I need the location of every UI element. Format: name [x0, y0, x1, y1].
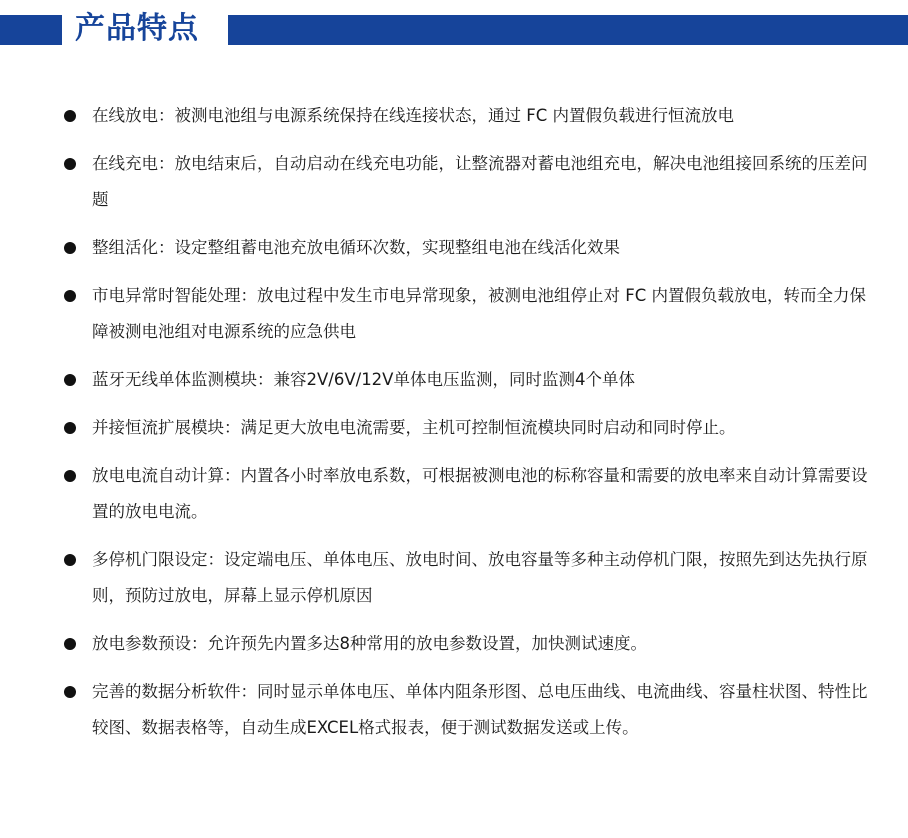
bullet-icon: [64, 554, 76, 566]
feature-item-auto-current-calc: [60, 458, 870, 530]
feature-item-analysis-software: [60, 674, 870, 746]
feature-item-mains-fault-handling: [60, 278, 870, 350]
feature-item-online-charge: [60, 146, 870, 218]
bullet-icon: [64, 158, 76, 170]
feature-item-expansion-module: [60, 410, 870, 446]
feature-item-group-activation: [60, 230, 870, 266]
feature-text: 多停机门限设定：设定端电压、单体电压、放电时间、放电容量等多种主动停机门限，按照先到达先执行原则，预防过放电，屏幕上显示停机原因: [92, 550, 868, 605]
feature-text: 市电异常时智能处理：放电过程中发生市电异常现象，被测电池组停止对 FC 内置假负载放电，转而全力保障被测电池组对电源系统的应急供电: [92, 286, 867, 341]
feature-list: [60, 98, 870, 758]
header-bar-left: [0, 15, 62, 45]
feature-item-stop-thresholds: [60, 542, 870, 614]
section-title: 产品特点: [75, 11, 199, 46]
bullet-icon: [64, 110, 76, 122]
section-header: [0, 11, 908, 46]
bullet-icon: [64, 638, 76, 650]
feature-item-online-discharge: [60, 98, 870, 134]
bullet-icon: [64, 686, 76, 698]
feature-text: 在线放电：被测电池组与电源系统保持在线连接状态，通过 FC 内置假负载进行恒流放电: [92, 106, 735, 125]
feature-text: 并接恒流扩展模块：满足更大放电电流需要，主机可控制恒流模块同时启动和同时停止。: [92, 418, 736, 437]
bullet-icon: [64, 242, 76, 254]
feature-text: 整组活化：设定整组蓄电池充放电循环次数，实现整组电池在线活化效果: [92, 238, 620, 257]
bullet-icon: [64, 374, 76, 386]
feature-item-parameter-presets: [60, 626, 870, 662]
bullet-icon: [64, 290, 76, 302]
feature-item-bluetooth-module: [60, 362, 870, 398]
bullet-icon: [64, 470, 76, 482]
bullet-icon: [64, 422, 76, 434]
feature-text: 完善的数据分析软件：同时显示单体电压、单体内阻条形图、总电压曲线、电流曲线、容量柱状图、特性比较图、数据表格等，自动生成EXCEL格式报表，便于测试数据发送或上传。: [92, 682, 868, 737]
feature-text: 放电电流自动计算：内置各小时率放电系数，可根据被测电池的标称容量和需要的放电率来自动计算需要设置的放电电流。: [92, 466, 868, 521]
feature-text: 蓝牙无线单体监测模块：兼容2V/6V/12V单体电压监测，同时监测4个单体: [92, 370, 635, 389]
header-bar-right: [228, 15, 908, 45]
feature-text: 在线充电：放电结束后，自动启动在线充电功能，让整流器对蓄电池组充电，解决电池组接回系统的压差问题: [92, 154, 868, 209]
feature-text: 放电参数预设：允许预先内置多达8种常用的放电参数设置，加快测试速度。: [92, 634, 647, 653]
